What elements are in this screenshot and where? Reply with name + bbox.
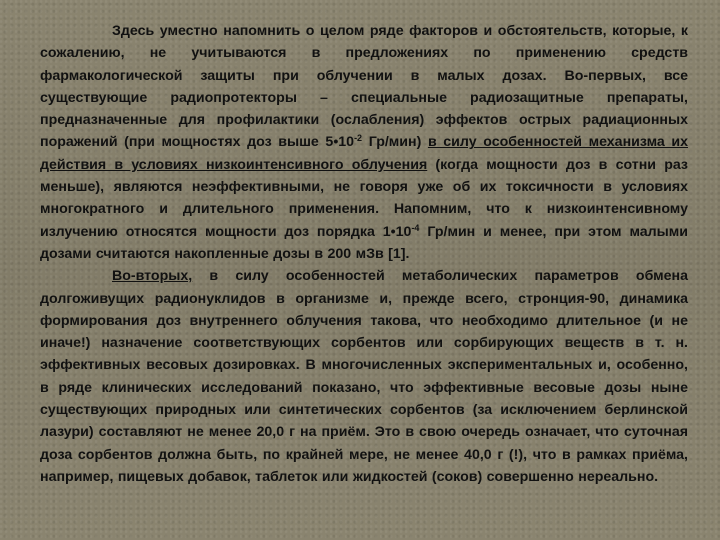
paragraph-1-intro: Здесь уместно напомнить о целом ряде факторов и обстоятельств, которые, к сожалению, не учитываются в предложениях по применению средств фармакологической защиты при облучении в малых дозах. Во-первых, все существующие радиопротекторы – специальные радиозащитные препараты, предназначенные для профилактики (ослабления) эффектов острых радиационных поражений (при мощностях доз выше 5•10 xyxy=(40,23,688,151)
paragraph-1 xyxy=(40,20,688,265)
paragraph-2 xyxy=(40,265,688,488)
slide-body xyxy=(40,20,688,532)
paragraph-1-underlined: в силу особенностей механизма их действия в условиях низкоинтенсивного облучения xyxy=(40,134,688,173)
paragraph-1-mid-2: (когда мощности доз в сотни раз меньше), являются неэффективными, не говоря уже об их токсичности в условиях многократного и длительного применения. Напомним, что к низкоинтенсивному излучению относятся мощности доз порядка 1•10 xyxy=(40,156,688,240)
paragraph-2-body: в силу особенностей метаболических параметров обмена долгоживущих радионуклидов в организме и, прежде всего, стронция-90, динамика формирования доз внутреннего облучения такова, что необходимо длительное (и не иначе!) назначение соответствующих сорбентов или сорбирующих веществ в т. н. эффективных весовых дозировках. В многочисленных экспериментальных и, особенно, в ряде клинических исследований показано, что эффективные весовые дозы ныне существующих природных или синтетических сорбентов (за исключением берлинской лазури) составляют не менее 20,0 г на приём. Это в свою очередь означает, что суточная доза сорбентов должна быть, по крайней мере, не менее 40,0 г (!), что в рамках приёма, например, пищевых добавок, таблеток или жидкостей (соков) совершенно нереально. xyxy=(40,268,688,485)
exponent-2: -4 xyxy=(411,222,420,233)
paragraph-1-mid-1: Гр/мин) xyxy=(362,134,428,151)
exponent-1: -2 xyxy=(354,133,363,144)
paragraph-2-lead: Во-вторых, xyxy=(112,268,193,285)
paragraph-1-tail: Гр/мин и менее, при этом малыми дозами считаются накопленные дозы в 200 мЗв [1]. xyxy=(40,223,688,262)
